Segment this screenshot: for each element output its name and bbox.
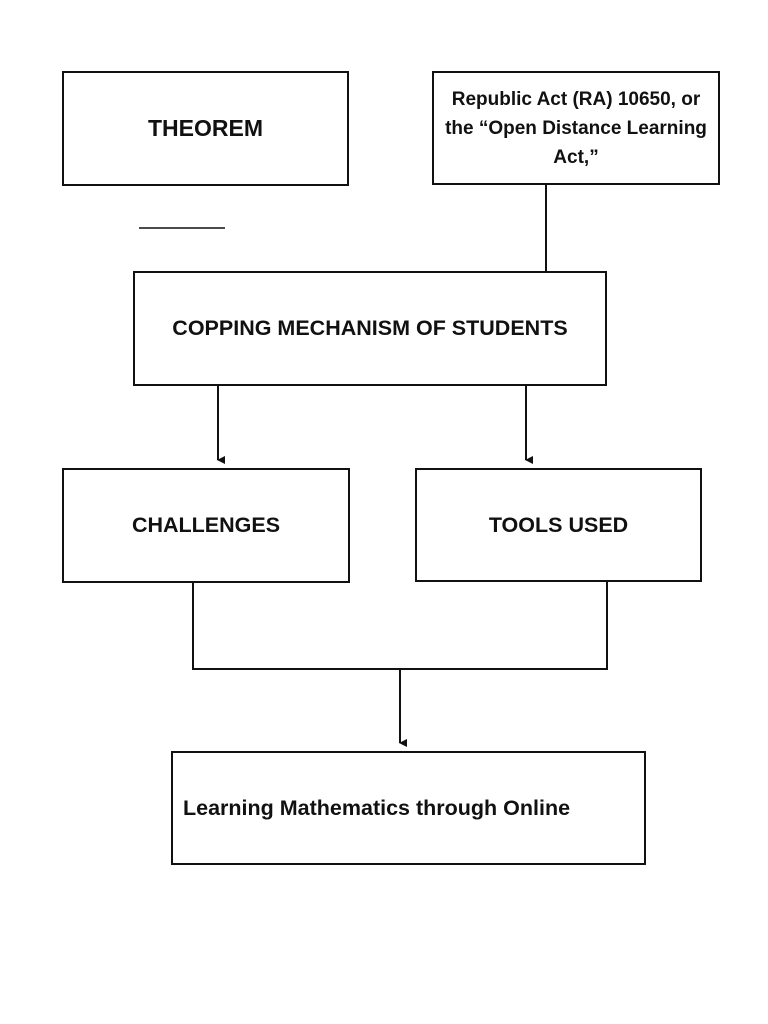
node-learning-math xyxy=(171,751,646,865)
node-challenges-label: CHALLENGES xyxy=(131,513,281,537)
node-theorem-label: THEOREM xyxy=(148,115,263,141)
node-copping-mechanism xyxy=(133,271,607,386)
node-republic-act-label: Republic Act (RA) 10650, or the “Open Distance Learning Act,” xyxy=(445,88,707,168)
node-theorem xyxy=(62,71,349,186)
node-tools-used-label: TOOLS USED xyxy=(488,512,629,537)
node-republic-act xyxy=(432,71,720,185)
node-challenges xyxy=(62,468,350,583)
node-tools-used xyxy=(415,468,702,582)
node-copping-mechanism-label: COPPING MECHANISM OF STUDENTS xyxy=(172,316,568,340)
node-learning-math-label: Learning Mathematics through Online xyxy=(183,795,571,820)
